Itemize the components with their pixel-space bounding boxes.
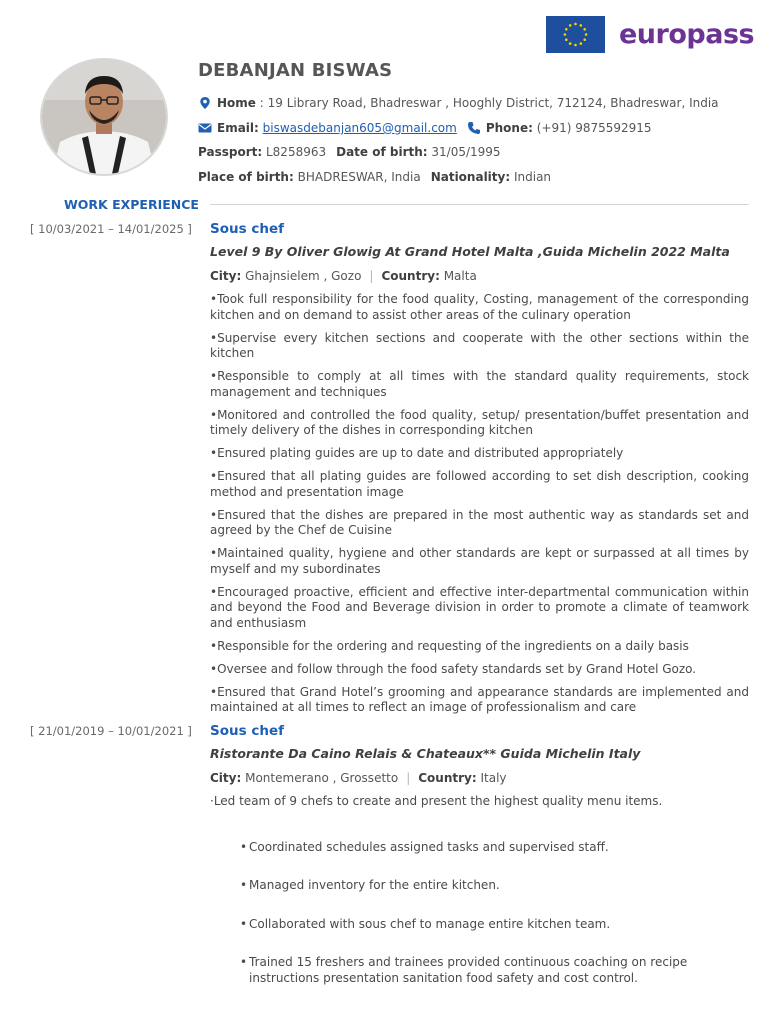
job-intro bbox=[210, 794, 749, 817]
location-separator: | bbox=[406, 771, 411, 785]
contact-line bbox=[198, 121, 652, 135]
sub-bullet-item: • Managed inventory for the entire kitchen. bbox=[240, 878, 710, 894]
avatar-illustration bbox=[42, 60, 166, 174]
city-value: Montemerano , Grossetto bbox=[245, 771, 399, 785]
responsibility-item: •Responsible to comply at all times with the standard quality requirements, stock management and techniques bbox=[210, 369, 749, 399]
candidate-name: DEBANJAN BISWAS bbox=[198, 60, 393, 81]
dob-value: 31/05/1995 bbox=[431, 145, 501, 159]
job-responsibilities bbox=[210, 292, 749, 723]
phone-icon bbox=[467, 121, 481, 135]
eu-flag-icon bbox=[546, 16, 605, 53]
responsibility-item: •Ensured that all plating guides are followed according to set dish description, cooking method and presentation image bbox=[210, 469, 749, 499]
city-label: City: bbox=[210, 771, 242, 785]
home-value: : 19 Library Road, Bhadreswar , Hooghly District, 712124, Bhadreswar, India bbox=[259, 96, 719, 110]
home-address-line bbox=[198, 96, 719, 110]
passport-value: L8258963 bbox=[265, 145, 327, 159]
job-title: Sous chef bbox=[210, 723, 284, 739]
job-title: Sous chef bbox=[210, 221, 284, 237]
profile-photo bbox=[40, 58, 168, 176]
nationality-value: Indian bbox=[513, 170, 552, 184]
responsibility-item: •Monitored and controlled the food quality, setup/ presentation/buffet presentation and timely delivery of the dishes in corresponding kitchen bbox=[210, 407, 749, 437]
responsibility-item: •Ensured that Grand Hotel’s grooming and appearance standards are implemented and maintained at all times to reflect an image of professionalism and care bbox=[210, 684, 749, 714]
country-label: Country: bbox=[381, 269, 440, 283]
passport-line bbox=[198, 145, 501, 159]
sub-bullet-item: • Collaborated with sous chef to manage entire kitchen team. bbox=[240, 917, 710, 933]
passport-label: Passport: bbox=[198, 145, 263, 159]
dob-label: Date of birth: bbox=[336, 145, 428, 159]
city-value: Ghajnsielem , Gozo bbox=[245, 269, 362, 283]
responsibility-item: •Responsible for the ordering and requesting of the ingredients on a daily basis bbox=[210, 638, 689, 653]
country-value: Malta bbox=[443, 269, 477, 283]
country-value: Italy bbox=[480, 771, 507, 785]
responsibility-item: •Supervise every kitchen sections and cooperate with the other sections within the kitchen bbox=[210, 330, 749, 360]
logo-text: europass bbox=[619, 19, 755, 50]
job-employer: Level 9 By Oliver Glowig At Grand Hotel Malta ,Guida Michelin 2022 Malta bbox=[210, 244, 730, 259]
section-divider bbox=[210, 204, 749, 205]
responsibility-item: •Oversee and follow through the food safety standards set by Grand Hotel Gozo. bbox=[210, 661, 697, 676]
nationality-label: Nationality: bbox=[430, 170, 511, 184]
sub-bullet-item: • Coordinated schedules assigned tasks and supervised staff. bbox=[240, 840, 710, 856]
responsibility-item: ·Led team of 9 chefs to create and present the highest quality menu items. bbox=[210, 794, 663, 808]
birthplace-line bbox=[198, 170, 551, 184]
job-location bbox=[210, 269, 477, 283]
email-icon bbox=[198, 121, 212, 135]
location-separator: | bbox=[369, 269, 374, 283]
job-employer: Ristorante Da Caino Relais & Chateaux** Guida Michelin Italy bbox=[210, 746, 641, 761]
email-link[interactable]: biswasdebanjan605@gmail.com bbox=[262, 121, 457, 135]
responsibility-item: •Ensured that the dishes are prepared in the most authentic way as standards set and agreed by the Chef de Cuisine bbox=[210, 507, 749, 537]
job-dates: [ 10/03/2021 – 14/01/2025 ] bbox=[30, 222, 192, 236]
phone-label: Phone: bbox=[485, 121, 533, 135]
pob-label: Place of birth: bbox=[198, 170, 294, 184]
pob-value: BHADRESWAR, India bbox=[297, 170, 421, 184]
location-pin-icon bbox=[198, 96, 212, 110]
home-label: Home bbox=[217, 96, 256, 110]
section-title-work-experience: WORK EXPERIENCE bbox=[64, 197, 199, 212]
responsibility-item: •Took full responsibility for the food quality, Costing, management of the corresponding kitchen and on demand to assist other areas of the culinary operation bbox=[210, 292, 749, 322]
job-location bbox=[210, 771, 507, 785]
city-label: City: bbox=[210, 269, 242, 283]
responsibility-item: •Maintained quality, hygiene and other standards are kept or surpassed at all times by myself and my subordinates bbox=[210, 546, 749, 576]
europass-logo bbox=[546, 16, 754, 53]
phone-value: (+91) 9875592915 bbox=[536, 121, 652, 135]
job-dates: [ 21/01/2019 – 10/01/2021 ] bbox=[30, 724, 192, 738]
email-label: Email: bbox=[217, 121, 259, 135]
responsibility-item: •Ensured plating guides are up to date and distributed appropriately bbox=[210, 446, 624, 460]
country-label: Country: bbox=[418, 771, 477, 785]
sub-bullet-item: • Trained 15 freshers and trainees provided continuous coaching on recipe instructions presentation sanitation food safety and cost control. bbox=[240, 955, 710, 986]
responsibility-item: •Encouraged proactive, efficient and effective inter-departmental communication within and beyond the Food and Beverage division in order to promote a climate of teamwork and enthusiasm bbox=[210, 584, 749, 630]
